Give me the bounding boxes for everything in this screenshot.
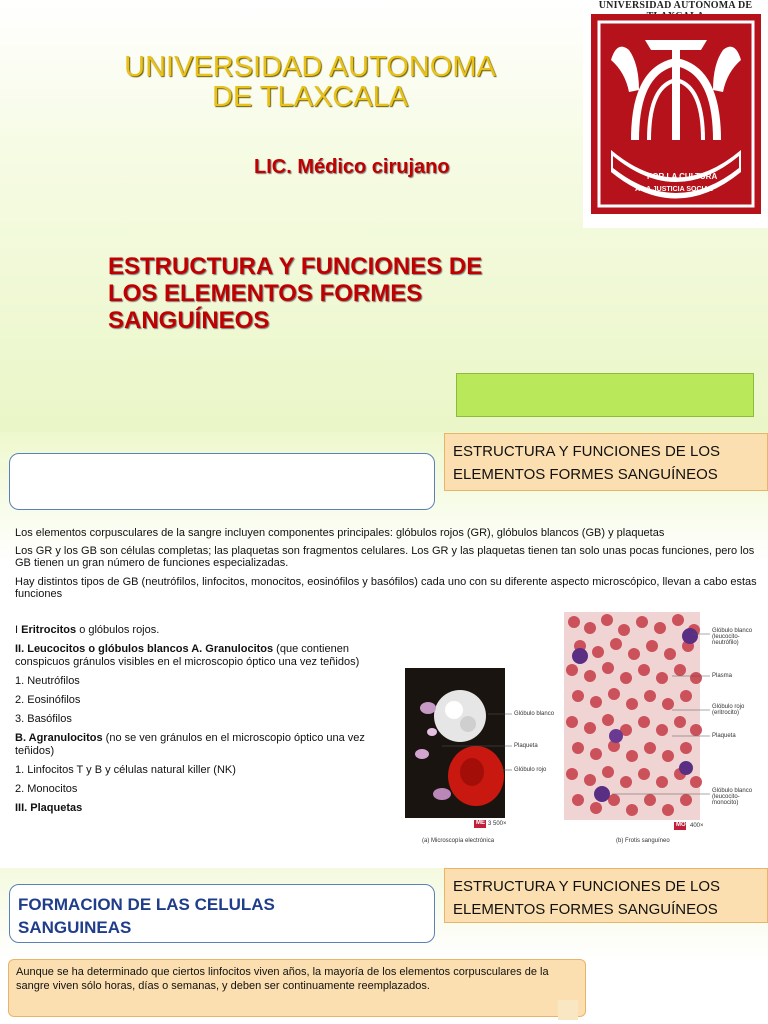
logo-motto-line2: A LA JUSTICIA SOCIAL xyxy=(635,186,713,193)
list-item: II. Leucocitos o glóbulos blancos A. Granulocitos (que contienen conspicuos gránulos visibles en el microscopio óptico una vez teñidos) xyxy=(15,643,360,668)
green-placeholder-box xyxy=(456,373,754,417)
label-globulo-blanco: Glóbulo blanco xyxy=(514,711,555,717)
degree-label: LIC. Médico cirujano xyxy=(254,156,450,178)
university-shield-icon xyxy=(583,0,768,228)
university-logo xyxy=(583,0,768,228)
list-item: B. Agranulocitos (no se ven gránulos en el microscopio óptico una vez teñidos) xyxy=(15,732,365,757)
label-plaqueta: Plaqueta xyxy=(514,743,538,749)
label-plasma: Plasma xyxy=(712,673,733,679)
university-title-line1: UNIVERSIDAD AUTONOMA xyxy=(124,51,496,83)
paragraph-3: Hay distintos tipos de GB (neutrófilos, linfocitos, monocitos, eosinófilos y basófilos) cada uno con su diferente aspecto microscópico, llevan a cabo estas funciones xyxy=(15,576,757,600)
badge-me: ME xyxy=(476,820,485,826)
logo-motto-line1: POR LA CULTURA xyxy=(647,172,718,181)
list-item: I Eritrocitos o glóbulos rojos. xyxy=(15,624,160,636)
paragraph-1: Los elementos corpusculares de la sangre incluyen componentes principales: glóbulos rojos (GR), glóbulos blancos (GB) y plaquetas xyxy=(15,527,665,539)
label-plaqueta-smear: Plaqueta xyxy=(712,733,736,739)
label-leucocito-monocito: Glóbulo blanco (leucocito-monocito) xyxy=(712,788,753,806)
cell-types-list xyxy=(15,624,403,821)
caption-frotis: (b) Frotis sanguíneo xyxy=(616,838,670,844)
slide2-header-line2: ELEMENTOS FORMES SANGUÍNEOS xyxy=(453,466,718,483)
magnification-mo: 400× xyxy=(690,823,704,829)
university-title xyxy=(100,52,520,112)
formation-title-line1: FORMACION DE LAS CELULAS xyxy=(18,895,275,914)
formation-title-line2: SANGUINEAS xyxy=(18,918,132,937)
badge-mo: MO xyxy=(676,822,686,828)
formation-title xyxy=(18,893,275,939)
list-item: 2. Eosinófilos xyxy=(15,694,81,706)
list-item: 3. Basófilos xyxy=(15,713,72,725)
slide3-header-line1: ESTRUCTURA Y FUNCIONES DE LOS xyxy=(453,878,720,895)
slide2-header-box xyxy=(444,433,768,491)
main-title-line2: LOS ELEMENTOS FORMES xyxy=(108,280,423,307)
list-item: 2. Monocitos xyxy=(15,783,78,795)
microscopy-figure xyxy=(402,604,768,856)
list-item: 1. Linfocitos T y B y células natural killer (NK) xyxy=(15,764,236,776)
label-leucocito-neutrofilo: Glóbulo blanco (leucocito-neutrófilo) xyxy=(712,628,753,646)
logo-text: UNIVERSIDAD AUTÓNOMA DE xyxy=(598,0,753,11)
label-globulo-rojo: Glóbulo rojo xyxy=(514,767,547,773)
label-eritrocito: Glóbulo rojo (eritrocito) xyxy=(712,704,745,716)
university-title-line2: DE TLAXCALA xyxy=(211,81,409,113)
slide2-header-line1: ESTRUCTURA Y FUNCIONES DE LOS xyxy=(453,443,720,460)
paragraph-2: Los GR y los GB son células completas; las plaquetas son fragmentos celulares. Los GR y las plaquetas tienen tan solo unas pocas funciones, pero los GB tienen un gran número de funciones especializadas. xyxy=(15,545,755,569)
slide3-header-line2: ELEMENTOS FORMES SANGUÍNEOS xyxy=(453,901,718,918)
decorative-square xyxy=(558,1000,578,1020)
main-title-line3: SANGUÍNEOS xyxy=(108,307,270,334)
main-title xyxy=(108,253,578,334)
caption-electron-microscopy: (a) Microscopía electrónica xyxy=(422,838,495,844)
slide3-header-box xyxy=(444,868,768,923)
magnification-me: 3 500× xyxy=(488,821,507,827)
slide2-empty-title-box xyxy=(9,453,435,510)
lifespan-text-box: Aunque se ha determinado que ciertos linfocitos viven años, la mayoría de los elementos corpusculares de la sangre viven sólo horas, días o semanas, y deben ser continuamente reemplazados. xyxy=(8,959,586,1017)
list-item: 1. Neutrófilos xyxy=(15,675,80,687)
main-title-line1: ESTRUCTURA Y FUNCIONES DE xyxy=(108,253,483,280)
list-item: III. Plaquetas xyxy=(15,802,83,814)
